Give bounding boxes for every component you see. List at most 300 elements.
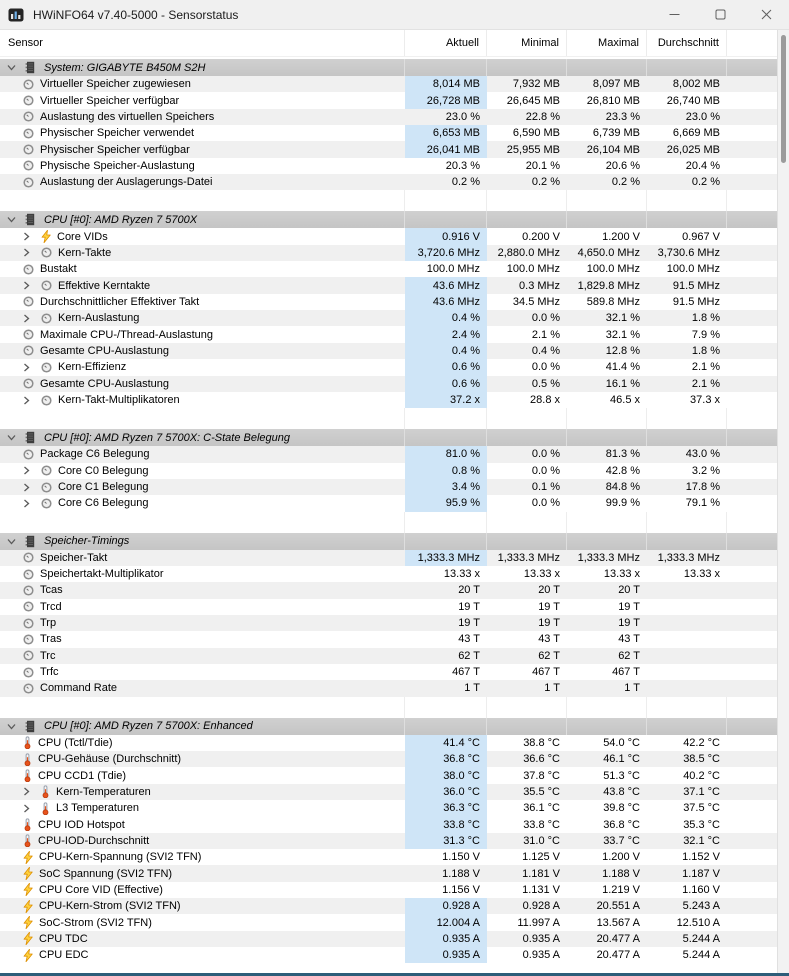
value-aktuell: 12.004 A [405,914,487,930]
scrollbar-thumb[interactable] [781,35,786,163]
sensor-row[interactable] [0,326,777,342]
expand-chevron-icon[interactable] [23,281,41,290]
section-header[interactable] [0,59,777,76]
sensor-label-cell [0,158,405,174]
sensor-row[interactable] [0,376,777,392]
sensor-row[interactable] [0,109,777,125]
sensor-row[interactable] [0,631,777,647]
value-maximal: 1,829.8 MHz [577,279,640,292]
section-gap-cell [0,512,405,533]
value-aktuell: 0.928 A [405,898,487,914]
sensor-row[interactable] [0,359,777,375]
titlebar[interactable] [0,0,789,30]
value-aktuell: 37.2 x [405,392,487,408]
sensor-row[interactable] [0,277,777,293]
value-aktuell: 0.6 % [405,359,487,375]
value-durchschnitt: 1,333.3 MHz [657,551,720,564]
value-minimal: 62 T [538,649,560,662]
value-aktuell: 43.6 MHz [405,277,487,293]
section-header-cell [567,211,647,228]
value-minimal: 1,333.3 MHz [497,551,560,564]
section-header-cell [647,429,727,446]
section-gap-cell [405,408,487,429]
value-maximal: 41.4 % [605,361,640,374]
sensor-label-cell [0,582,405,598]
value-maximal: 62 T [618,649,640,662]
value-maximal: 32.1 % [605,328,640,341]
value-minimal: 0.935 A [522,932,560,945]
value-durchschnitt: 0.2 % [691,176,720,189]
value-maximal: 12.8 % [605,344,640,357]
value-maximal: 1.188 V [602,867,640,880]
column-header-durchschnitt[interactable]: Durchschnitt [647,30,727,56]
expand-chevron-icon[interactable] [23,363,41,372]
sensor-label-cell [0,92,405,108]
value-aktuell: 0.4 % [405,310,487,326]
sensor-row[interactable] [0,767,777,783]
sensor-row[interactable] [0,310,777,326]
value-aktuell: 13.33 x [443,568,480,581]
sensor-row[interactable] [0,92,777,108]
value-durchschnitt: 37.3 x [690,394,720,407]
sensor-row[interactable] [0,599,777,615]
sensor-row[interactable] [0,816,777,832]
sensor-label: Gesamte CPU-Auslastung [40,344,169,357]
expand-chevron-icon[interactable] [23,396,41,405]
sensor-label-cell [0,343,405,359]
sensor-row[interactable] [0,931,777,947]
value-aktuell: 43 T [458,633,480,646]
value-maximal: 20.477 A [596,949,640,962]
value-durchschnitt [647,648,727,664]
value-minimal: 2.1 % [531,328,560,341]
section-header-cell [647,718,727,735]
sensor-label: Core C0 Belegung [58,464,149,477]
clock-icon [23,552,34,563]
sensor-row[interactable] [0,882,777,898]
section-header[interactable] [0,718,777,735]
value-durchschnitt: 23.0 % [685,110,720,123]
value-aktuell: 2.4 % [405,326,487,342]
value-durchschnitt: 20.4 % [685,159,720,172]
sensor-row[interactable] [0,392,777,408]
sensor-label-cell [0,849,405,865]
value-minimal: 0.0 % [531,448,560,461]
sensor-label-cell [0,245,405,261]
value-minimal: 22.8 % [525,110,560,123]
temperature-icon [23,834,32,847]
window-title: HWiNFO64 v7.40-5000 - Sensorstatus [33,7,239,22]
value-minimal: 11.997 A [517,916,560,929]
sensor-row[interactable] [0,735,777,751]
value-durchschnitt: 26,025 MB [666,143,720,156]
expand-chevron-icon[interactable] [23,483,41,492]
temperature-icon [23,769,32,782]
value-durchschnitt: 0.967 V [682,230,720,243]
sensor-label: Tcas [40,584,63,597]
value-durchschnitt: 5.243 A [682,900,720,913]
value-aktuell: 8,014 MB [405,76,487,92]
voltage-bolt-icon [23,883,33,896]
section-gap-cell [487,697,567,718]
section-gap-cell [0,408,405,429]
sensor-label-cell [0,833,405,849]
value-minimal: 35.5 °C [523,785,560,798]
sensor-row[interactable] [0,849,777,865]
sensor-label: Physischer Speicher verfügbar [40,143,190,156]
value-aktuell: 0.4 % [405,343,487,359]
value-maximal: 42.8 % [605,464,640,477]
expand-chevron-icon[interactable] [23,248,41,257]
temperature-icon [41,802,50,815]
value-minimal: 20.1 % [525,159,560,172]
sensor-row[interactable] [0,343,777,359]
clock-icon [41,280,52,291]
sensor-label: SoC Spannung (SVI2 TFN) [39,867,173,880]
value-maximal: 26,104 MB [586,143,640,156]
section-header-cell [487,429,567,446]
sensor-row[interactable] [0,566,777,582]
section-header-cell [567,429,647,446]
section-gap-cell [487,512,567,533]
value-durchschnitt [647,664,727,680]
value-minimal: 7,932 MB [512,78,560,91]
sensor-panel [0,30,777,973]
value-maximal: 99.9 % [605,497,640,510]
sensor-row[interactable] [0,914,777,930]
section-header[interactable] [0,533,777,550]
sensor-row[interactable] [0,550,777,566]
sensor-label-cell [0,784,405,800]
section-header[interactable] [0,211,777,228]
clock-icon [41,465,52,476]
value-minimal: 25,955 MB [506,143,560,156]
value-aktuell: 1 T [464,682,480,695]
clock-icon [23,683,34,694]
section-header-cell [405,533,487,550]
voltage-bolt-icon [23,900,33,913]
sensor-row[interactable] [0,664,777,680]
value-minimal: 1 T [544,682,560,695]
value-aktuell: 1,333.3 MHz [405,550,487,566]
section-gap-cell [567,408,647,429]
section-header[interactable] [0,429,777,446]
sensor-row[interactable] [0,751,777,767]
section-gap-cell [647,190,727,211]
value-aktuell: 19 T [458,600,480,613]
sensor-label: Command Rate [40,682,118,695]
sensor-label-cell [0,261,405,277]
section-title: CPU [#0]: AMD Ryzen 7 5700X: C-State Belegung [44,431,290,444]
value-durchschnitt: 7.9 % [691,328,720,341]
minimize-button[interactable] [651,0,697,29]
expand-chevron-icon[interactable] [23,466,41,475]
sensor-label: Kern-Takt-Multiplikatoren [58,394,180,407]
sensor-row[interactable] [0,245,777,261]
sensor-row[interactable] [0,463,777,479]
sensor-label: Trc [40,649,56,662]
sensor-label: Core VIDs [57,230,108,243]
sensor-label: CPU CCD1 (Tdie) [38,769,127,782]
sensor-label: Core C6 Belegung [58,497,149,510]
value-maximal: 33.7 °C [603,834,640,847]
column-header-aktuell[interactable]: Aktuell [405,30,487,56]
sensor-label: CPU-Gehäuse (Durchschnitt) [38,753,182,766]
value-minimal: 26,645 MB [506,94,560,107]
sensor-label: Physischer Speicher verwendet [40,127,195,140]
value-aktuell: 100.0 MHz [426,263,480,276]
value-durchschnitt: 1.160 V [682,883,720,896]
column-header-minimal[interactable]: Minimal [487,30,567,56]
value-maximal: 6,739 MB [592,127,640,140]
voltage-bolt-icon [23,867,33,880]
sensor-label: Tras [40,633,62,646]
value-durchschnitt: 2.1 % [691,361,720,374]
value-minimal: 31.0 °C [523,834,560,847]
value-durchschnitt: 12.510 A [676,916,720,929]
sensor-row[interactable] [0,898,777,914]
value-maximal: 1.219 V [602,883,640,896]
sensor-row[interactable] [0,141,777,157]
value-durchschnitt: 3.2 % [691,464,720,477]
clock-icon [23,144,34,155]
column-header-row [0,30,777,57]
sensor-label-cell [0,479,405,495]
value-aktuell: 36.3 °C [405,800,487,816]
section-header-cell [487,718,567,735]
value-aktuell: 467 T [452,666,480,679]
vertical-scrollbar[interactable] [777,30,789,973]
sensor-row[interactable] [0,582,777,598]
value-minimal: 0.200 V [522,230,560,243]
temperature-icon [23,736,32,749]
sensor-row[interactable] [0,76,777,92]
collapse-chevron-icon[interactable] [7,64,16,71]
hwinfo-app-icon [8,7,24,23]
sensor-label-cell [0,495,405,511]
sensor-row[interactable] [0,800,777,816]
sensor-label-cell [0,931,405,947]
clock-icon [41,395,52,406]
value-durchschnitt [647,615,727,631]
sensor-row[interactable] [0,495,777,511]
value-aktuell: 62 T [458,649,480,662]
column-header-maximal[interactable]: Maximal [567,30,647,56]
section-header-cell [405,718,487,735]
section-label-cell [0,211,405,228]
section-gap-cell [487,190,567,211]
section-gap-cell [727,408,777,429]
section-header-cell [487,211,567,228]
sensor-label-cell [0,463,405,479]
value-minimal: 28.8 x [530,394,560,407]
value-durchschnitt: 91.5 MHz [672,279,720,292]
sensor-row[interactable] [0,865,777,881]
section-gap-cell [727,512,777,533]
sensor-row[interactable] [0,680,777,696]
value-maximal: 19 T [618,617,640,630]
expand-chevron-icon[interactable] [23,314,41,323]
value-maximal: 1.200 V [602,230,640,243]
value-maximal: 1.200 V [602,851,640,864]
sensor-label-cell [0,174,405,190]
clock-icon [23,618,34,629]
value-durchschnitt [647,631,727,647]
value-maximal: 4,650.0 MHz [577,246,640,259]
sensor-label: Package C6 Belegung [40,448,150,461]
sensor-label: Trcd [40,600,62,613]
clock-icon [23,378,34,389]
sensor-label: Effektive Kerntakte [58,279,151,292]
sensor-label-cell [0,277,405,293]
sensor-label: Speichertakt-Multiplikator [40,568,164,581]
sensor-row[interactable] [0,615,777,631]
section-title: CPU [#0]: AMD Ryzen 7 5700X: Enhanced [44,720,253,733]
section-gap-cell [727,190,777,211]
clock-icon [41,362,52,373]
sensor-label-cell [0,392,405,408]
sensor-row[interactable] [0,261,777,277]
sensor-row[interactable] [0,294,777,310]
value-durchschnitt: 91.5 MHz [672,295,720,308]
value-maximal: 0.2 % [611,176,640,189]
value-maximal: 16.1 % [605,377,640,390]
value-durchschnitt: 100.0 MHz [666,263,720,276]
clock-icon [23,601,34,612]
sensor-row[interactable] [0,947,777,963]
value-durchschnitt: 5.244 A [682,949,720,962]
value-minimal: 6,590 MB [512,127,560,140]
value-minimal: 1.181 V [522,867,560,880]
value-durchschnitt: 35.3 °C [683,818,720,831]
section-header-cell [647,533,727,550]
clock-icon [23,128,34,139]
value-durchschnitt [647,599,727,615]
value-minimal: 38.8 °C [523,736,560,749]
section-gap-cell [727,697,777,718]
collapse-chevron-icon[interactable] [7,538,16,545]
value-minimal: 100.0 MHz [506,263,560,276]
value-minimal: 19 T [538,617,560,630]
value-minimal: 0.928 A [522,900,560,913]
value-durchschnitt: 1.152 V [682,851,720,864]
chip-icon [25,431,35,444]
clock-icon [23,79,34,90]
value-aktuell: 26,041 MB [405,141,487,157]
sensor-row[interactable] [0,833,777,849]
value-durchschnitt: 13.33 x [683,568,720,581]
close-button[interactable] [743,0,789,29]
sensor-row[interactable] [0,446,777,462]
temperature-icon [23,818,32,831]
value-aktuell: 0.916 V [405,228,487,244]
collapse-chevron-icon[interactable] [7,216,16,223]
sensor-label-cell [0,566,405,582]
value-minimal: 36.1 °C [523,802,560,815]
sensor-row[interactable] [0,125,777,141]
sensor-label-cell [0,767,405,783]
section-header-cell [487,533,567,550]
sensor-row[interactable] [0,158,777,174]
sensor-label: CPU EDC [39,949,89,962]
value-durchschnitt: 37.1 °C [683,785,720,798]
sensor-label-cell [0,550,405,566]
sensor-label-cell [0,228,405,244]
value-maximal: 8,097 MB [592,78,640,91]
section-header-cell [405,429,487,446]
value-aktuell: 26,728 MB [405,92,487,108]
sensor-row[interactable] [0,174,777,190]
value-aktuell: 95.9 % [405,495,487,511]
clock-icon [23,111,34,122]
expand-chevron-icon[interactable] [23,499,41,508]
value-minimal: 20 T [538,584,560,597]
expand-chevron-icon[interactable] [23,232,41,241]
value-maximal: 19 T [618,600,640,613]
clock-icon [23,634,34,645]
sensor-label-cell [0,376,405,392]
section-gap-cell [647,408,727,429]
section-header-cell [727,59,777,76]
sensor-label: Kern-Auslastung [58,312,140,325]
sensor-row[interactable] [0,479,777,495]
collapse-chevron-icon[interactable] [7,434,16,441]
value-aktuell: 6,653 MB [405,125,487,141]
sensor-label-cell [0,800,405,816]
clock-icon [23,667,34,678]
section-header-cell [727,718,777,735]
clock-icon [41,247,52,258]
sensor-label: CPU-IOD-Durchschnitt [38,834,150,847]
chip-icon [25,720,35,733]
sensor-label-cell [0,125,405,141]
column-header-sensor[interactable]: Sensor [0,30,405,56]
maximize-button[interactable] [697,0,743,29]
value-aktuell: 43.6 MHz [405,294,487,310]
value-maximal: 23.3 % [605,110,640,123]
expand-chevron-icon[interactable] [23,787,41,796]
sensor-row[interactable] [0,228,777,244]
sensor-row[interactable] [0,784,777,800]
value-durchschnitt: 6,669 MB [672,127,720,140]
sensor-label: Kern-Effizienz [58,361,127,374]
voltage-bolt-icon [23,851,33,864]
collapse-chevron-icon[interactable] [7,723,16,730]
clock-icon [23,296,34,307]
value-durchschnitt: 1.187 V [682,867,720,880]
sensor-label-cell [0,947,405,963]
sensor-label-cell [0,76,405,92]
sensor-row[interactable] [0,648,777,664]
clock-icon [41,482,52,493]
value-durchschnitt [647,582,727,598]
value-durchschnitt: 43.0 % [685,448,720,461]
voltage-bolt-icon [23,949,33,962]
value-maximal: 32.1 % [605,312,640,325]
value-durchschnitt: 42.2 °C [683,736,720,749]
expand-chevron-icon[interactable] [23,804,41,813]
value-maximal: 13.33 x [603,568,640,581]
value-maximal: 20.477 A [596,932,640,945]
chip-icon [25,213,35,226]
value-minimal: 36.6 °C [523,753,560,766]
value-aktuell: 36.0 °C [405,784,487,800]
value-aktuell: 81.0 % [405,446,487,462]
value-aktuell: 3.4 % [405,479,487,495]
value-minimal: 467 T [532,666,560,679]
value-minimal: 19 T [538,600,560,613]
clock-icon [23,345,34,356]
